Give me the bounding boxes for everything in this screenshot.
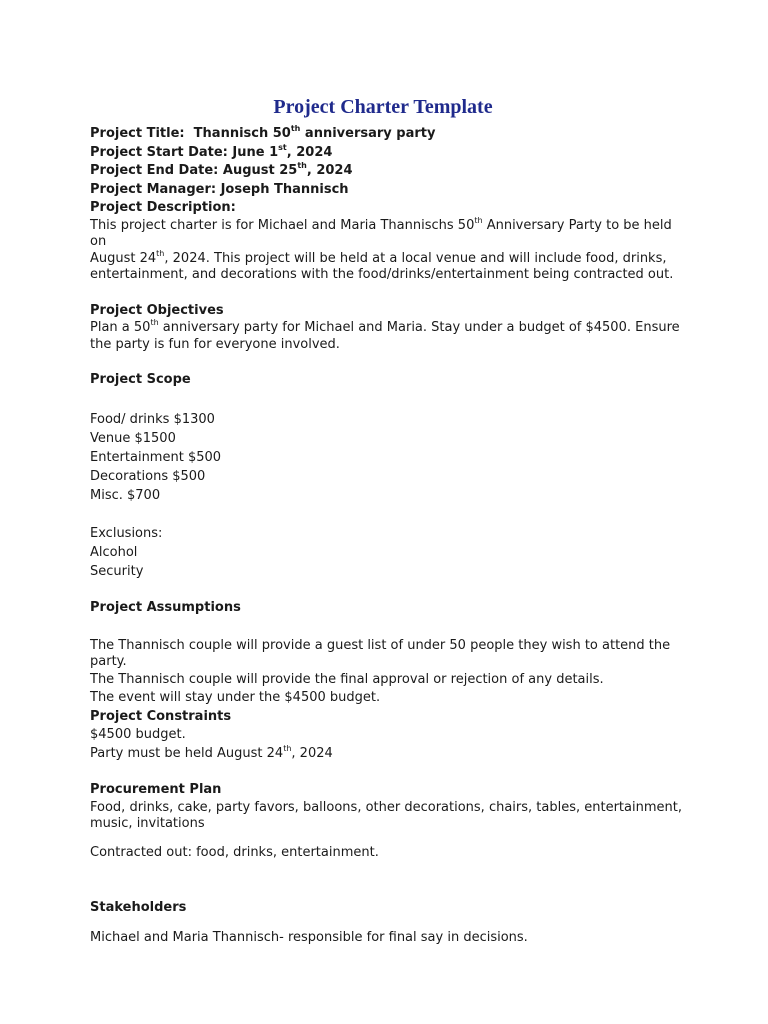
text: This project charter is for Michael and Maria Thannischs 50 xyxy=(90,217,475,233)
start-date-label: Project Start Date: xyxy=(90,144,228,160)
text: , 2024 xyxy=(291,745,333,761)
procurement-line: Contracted out: food, drinks, entertainment. xyxy=(90,844,379,860)
scope-list xyxy=(90,410,690,505)
superscript: th xyxy=(474,215,483,225)
project-title-value: Thannisch 50 xyxy=(193,126,291,141)
text: anniversary party for Michael and Maria. Stay under a budget of $4500. Ensure xyxy=(158,320,680,335)
superscript: st xyxy=(278,142,287,152)
scope-heading: Project Scope xyxy=(90,372,191,387)
document-title: Project Charter Template xyxy=(273,96,493,118)
list-item: Misc. $700 xyxy=(90,487,161,503)
manager-value: Joseph Thannisch xyxy=(220,181,349,197)
assumption-line: party. xyxy=(90,654,127,669)
list-item: Decorations $500 xyxy=(90,468,206,484)
objectives-line: the party is fun for everyone involved. xyxy=(90,336,340,352)
project-title-line xyxy=(90,125,690,144)
text: Anniversary Party to be held on xyxy=(90,217,672,249)
list-item: Alcohol xyxy=(90,545,138,560)
constraint-line xyxy=(90,745,690,764)
text: Party must be held August 24 xyxy=(90,745,284,761)
list-item: Security xyxy=(90,564,144,579)
list-item: Food/ drinks $1300 xyxy=(90,411,215,427)
description-line: entertainment, and decorations with the food/drinks/entertainment being contracted out. xyxy=(90,267,674,282)
end-date-year: , 2024 xyxy=(306,163,353,178)
text: Plan a 50 xyxy=(90,320,151,335)
text: August 24 xyxy=(90,250,157,266)
exclusions-label: Exclusions: xyxy=(90,525,163,541)
objectives-line xyxy=(90,320,690,337)
end-date-value: August 25 xyxy=(222,163,298,178)
constraint-line: $4500 budget. xyxy=(90,727,186,742)
start-date-line xyxy=(90,144,690,163)
procurement-line: Food, drinks, cake, party favors, balloons, other decorations, chairs, tables, entertainment, xyxy=(90,799,682,815)
superscript: th xyxy=(156,248,165,258)
assumption-line: The Thannisch couple will provide a guest list of under 50 people they wish to attend the xyxy=(90,637,671,653)
superscript: th xyxy=(283,743,292,753)
stakeholders-heading: Stakeholders xyxy=(90,900,187,915)
manager-label: Project Manager: xyxy=(90,181,217,197)
description-label: Project Description: xyxy=(90,200,236,215)
description-paragraph xyxy=(90,215,690,284)
project-title-value-end: anniversary party xyxy=(300,126,436,141)
procurement-line: music, invitations xyxy=(90,816,205,831)
description-line xyxy=(90,215,690,251)
assumption-line: The Thannisch couple will provide the final approval or rejection of any details. xyxy=(90,671,604,687)
superscript: th xyxy=(150,318,159,327)
objectives-heading: Project Objectives xyxy=(90,302,224,318)
start-date-value: June 1 xyxy=(232,144,279,160)
end-date-label: Project End Date: xyxy=(90,163,219,178)
constraints-heading: Project Constraints xyxy=(90,708,232,724)
assumption-line: The event will stay under the $4500 budget. xyxy=(90,690,381,705)
list-item: Venue $1500 xyxy=(90,430,176,446)
description-line xyxy=(90,248,690,268)
document-body xyxy=(90,96,690,946)
end-date-line xyxy=(90,162,690,181)
exclusions-list xyxy=(90,543,690,581)
superscript: th xyxy=(297,161,307,170)
text: , 2024. This project will be held at a local venue and will include food, drinks, xyxy=(164,250,667,266)
stakeholder-line: Michael and Maria Thannisch- responsible for final say in decisions. xyxy=(90,929,528,945)
list-item: Entertainment $500 xyxy=(90,449,222,465)
manager-line xyxy=(90,181,690,200)
superscript: th xyxy=(290,124,301,133)
procurement-heading: Procurement Plan xyxy=(90,782,222,797)
project-title-label: Project Title: xyxy=(90,126,185,141)
assumptions-heading: Project Assumptions xyxy=(90,600,241,615)
start-date-year: , 2024 xyxy=(286,144,333,160)
